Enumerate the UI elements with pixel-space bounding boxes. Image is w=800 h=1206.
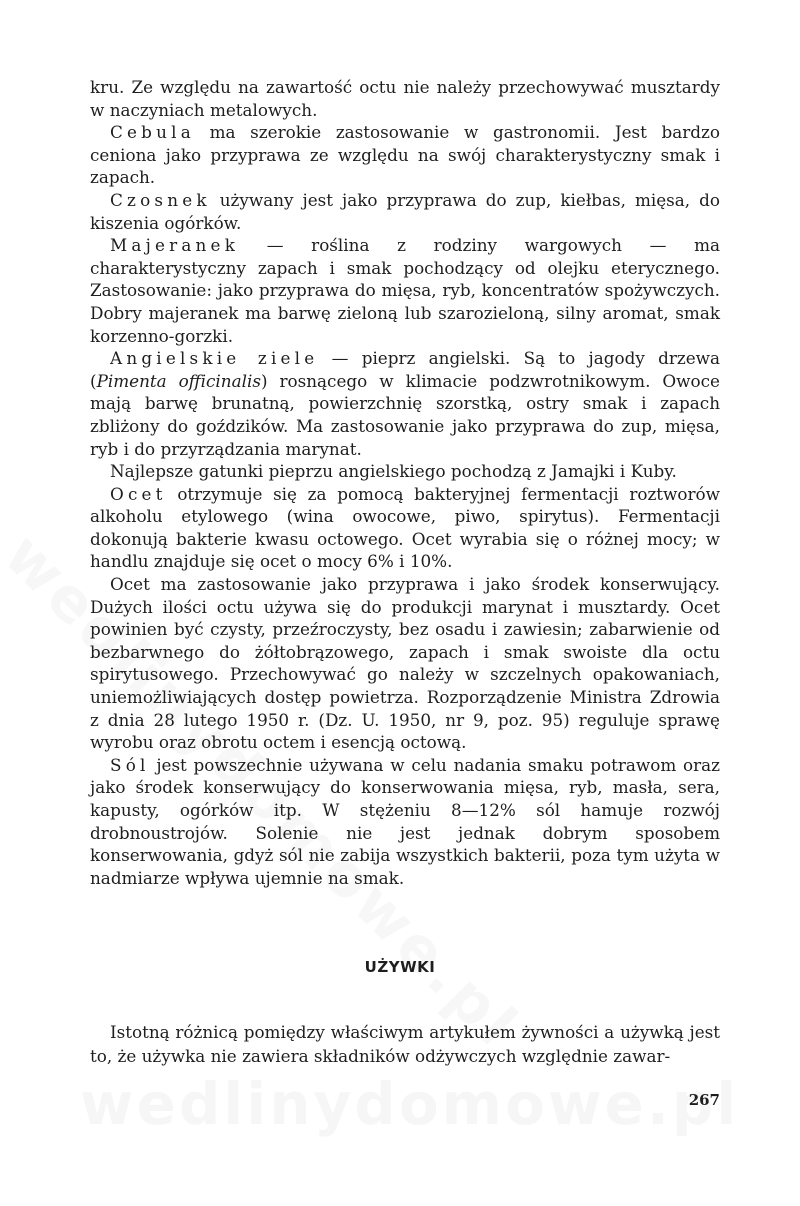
paragraph-text: jest powszechnie używana w celu nadania smaku potrawom oraz jako środek konserwujący do konserwowania mięsa, ryb, masła, sera, kapusty, ogórków itp. W stężeniu 8—12% sól hamuje rozwój drobnoustrojów. Solenie nie jest jednak dobrym sposobem konserwowania, gdyż sól nie zabija wszystkich bakterii, poza tym użyta w nadmiarze wpływa ujemnie na smak. [90,754,720,888]
watermark-bottom [80,1070,720,1138]
paragraph-text: — pieprz angielski. Są to jagody drzewa ( [90,348,721,391]
term-czosnek: Czosnek [110,189,211,210]
term-cebula: Cebula [110,122,195,143]
body-text [90,76,720,889]
paragraph-sol [90,754,720,890]
paragraph-uzywki: Istotną różnicą pomiędzy właściwym artykułem żywności a używką jest to, że używka nie zawiera składników odżywczych względnie zawar- [90,1022,720,1066]
paragraph-text: — roślina z rodziny wargowych — ma charakterystyczny zapach i smak pochodzący od olejku eterycznego. Zastosowanie: jako przyprawa do mięsa, ryb, koncentratów spożywczych. Dobry majeranek ma barwę zieloną lub szarozieloną, silny aromat, smak korzenno-gorzki. [90,235,720,346]
paragraph-angielskie-ziele [90,347,720,460]
term-ocet: Ocet [110,483,167,504]
paragraph-jamajka: Najlepsze gatunki pieprzu angielskiego pochodzą z Jamajki i Kuby. [110,461,677,482]
paragraph-majeranek [90,234,720,347]
term-angielskie-ziele: Angielskie ziele [110,348,319,369]
paragraph-ocet [90,483,720,573]
section-heading: UŻYWKI [364,958,436,976]
page-number: 267 [688,1091,720,1109]
paragraph-text: używany jest jako przyprawa do zup, kiełbas, mięsa, do kiszenia ogórków. [90,189,720,233]
paragraph-ocet-zastosowanie: Ocet ma zastosowanie jako przyprawa i jako środek konserwujący. Dużych ilości octu używa się do produkcji marynat i musztardy. Ocet powinien być czysty, przeźroczysty, bez osadu i zawiesin; zabarwienie od bezbarwnego do żółtobrązowego, zapach i smak swoiste dla octu spirytusowego. Przechowywać go należy w szczelnych opakowaniach, uniemożliwiających dostęp powietrza. Rozporządzenie Ministra Zdrowia z dnia 28 lutego 1950 r. (Dz. U. 1950, nr 9, poz. 95) reguluje sprawę wyrobu oraz obrotu octem i esencją octową. [90,574,720,753]
latin-name: Pimenta officinalis [96,370,261,391]
paragraph-text: ) rosnącego w klimacie podzwrotnikowym. Owoce mają barwę brunatną, powierzchnię szorstką, ostry smak i zapach zbliżony do goździków. Ma zastosowanie jako przyprawa do zup, mięsa, ryb i do przyrządzania marynat. [90,370,720,459]
term-majeranek: Majeranek [110,235,240,256]
paragraph-text: otrzymuje się za pomocą bakteryjnej fermentacji roztworów alkoholu etylowego (wina owocowe, piwo, spirytus). Fermentacji dokonują bakterie kwasu octowego. Ocet wyrabia się o różnej mocy; w handlu znajduje się ocet o mocy 6% i 10%. [90,483,720,572]
term-sol: Sól [110,754,150,775]
paragraph-cebula [90,121,720,189]
paragraph-czosnek [90,189,720,234]
paragraph-text: ma szerokie zastosowanie w gastronomii. Jest bardzo ceniona jako przyprawa ze względu na swój charakterystyczny smak i zapach. [90,122,720,188]
body-text-section [90,1020,720,1068]
paragraph-continuation: kru. Ze względu na zawartość octu nie należy przechowywać musztardy w naczyniach metalowych. [90,77,720,120]
